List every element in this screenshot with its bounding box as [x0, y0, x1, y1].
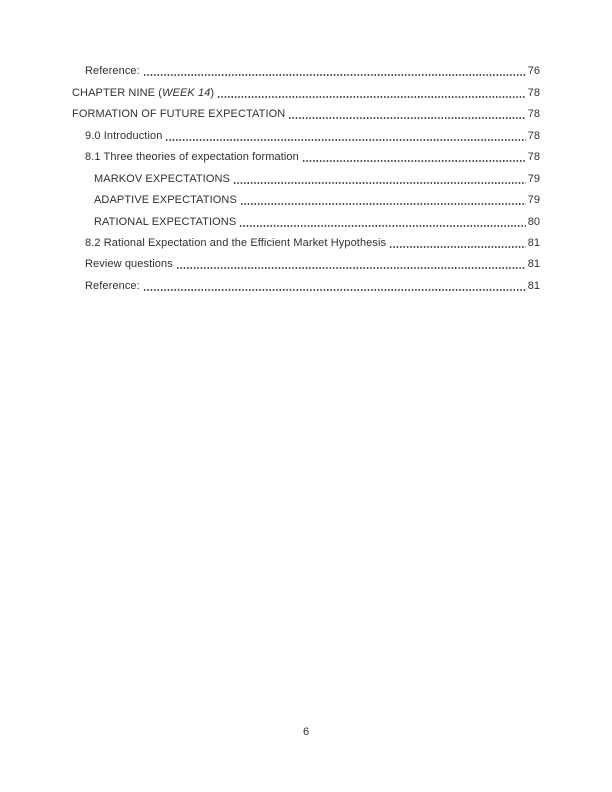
footer-page-number: 6 — [302, 726, 310, 738]
toc-entry-page: 81 — [527, 236, 540, 249]
dot-leader — [143, 74, 526, 76]
toc-entry-page: 78 — [527, 129, 540, 142]
dot-leader — [233, 182, 526, 184]
dot-leader — [143, 289, 526, 291]
toc-entry-reference-81[interactable] — [72, 271, 540, 292]
toc-entry-label: 8.1 Three theories of expectation formation — [85, 151, 299, 164]
toc-entry-adaptive-expectations[interactable] — [72, 186, 540, 207]
table-of-contents — [72, 57, 540, 293]
toc-entry-label-suffix: ) — [210, 86, 215, 99]
dot-leader — [389, 246, 526, 248]
toc-entry-page: 80 — [527, 215, 540, 228]
dot-leader — [217, 96, 526, 98]
toc-entry-label: ADAPTIVE EXPECTATIONS — [94, 194, 237, 207]
toc-entry-page: 76 — [527, 65, 540, 78]
toc-entry-label: Reference: — [85, 65, 140, 78]
toc-entry-label-italic: WEEK 14 — [162, 86, 211, 99]
dot-leader — [302, 160, 526, 162]
dot-leader — [239, 225, 525, 227]
toc-entry-rational-expectations[interactable] — [72, 207, 540, 228]
toc-entry-label: Review questions — [85, 258, 173, 271]
dot-leader — [240, 203, 526, 205]
toc-entry-formation-of-future-expectation[interactable] — [72, 100, 540, 121]
toc-entry-label: 9.0 Introduction — [85, 129, 163, 142]
toc-entry-label: Reference: — [85, 279, 140, 292]
toc-entry-page: 79 — [527, 172, 540, 185]
toc-entry-label: RATIONAL EXPECTATIONS — [94, 215, 237, 228]
toc-entry-reference-76[interactable] — [72, 57, 540, 78]
toc-entry-page: 79 — [527, 194, 540, 207]
toc-entry-label: 8.2 Rational Expectation and the Efficient Market Hypothesis — [85, 236, 387, 249]
toc-entry-label-prefix: CHAPTER NINE ( — [72, 86, 163, 99]
toc-entry-page: 78 — [527, 151, 540, 164]
toc-entry-8-1-three-theories[interactable] — [72, 143, 540, 164]
toc-entry-review-questions[interactable] — [72, 250, 540, 271]
toc-entry-page: 78 — [527, 108, 540, 121]
toc-entry-page: 81 — [527, 279, 540, 292]
dot-leader — [176, 267, 526, 269]
toc-entry-8-2-rational-expectation[interactable] — [72, 229, 540, 250]
dot-leader — [288, 117, 525, 119]
toc-entry-chapter-nine[interactable] — [72, 78, 540, 99]
toc-entry-label — [72, 86, 214, 100]
toc-entry-label: FORMATION OF FUTURE EXPECTATION — [72, 108, 286, 121]
toc-entry-page: 78 — [527, 86, 540, 99]
toc-entry-label: MARKOV EXPECTATIONS — [94, 172, 230, 185]
toc-entry-markov-expectations[interactable] — [72, 164, 540, 185]
dot-leader — [165, 139, 525, 141]
toc-entry-page: 81 — [527, 258, 540, 271]
toc-entry-9-0-introduction[interactable] — [72, 121, 540, 142]
